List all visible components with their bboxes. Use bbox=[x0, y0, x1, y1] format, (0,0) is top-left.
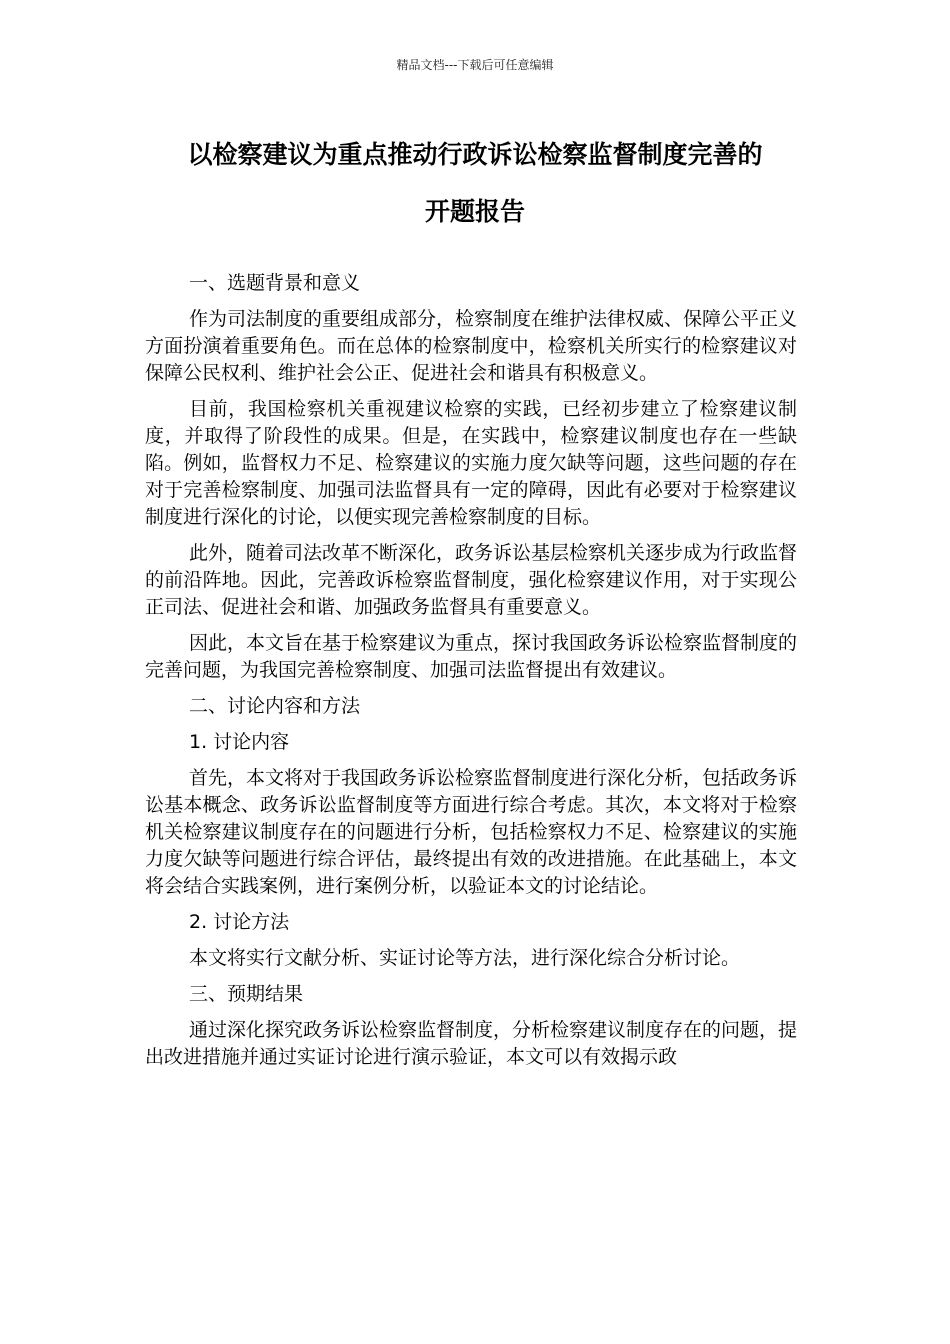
document-body bbox=[145, 270, 797, 1080]
paragraph: 目前，我国检察机关重视建议检察的实践，已经初步建立了检察建议制度，并取得了阶段性的成果。但是，在实践中，检察建议制度也存在一些缺陷。例如，监督权力不足、检察建议的实施力度欠缺等问题，这些问题的存在对于完善检察制度、加强司法监督具有一定的障碍，因此有必要对于检察建议制度进行深化的讨论，以便实现完善检察制度的目标。 bbox=[145, 398, 797, 528]
header-note: 精品文档---下载后可任意编辑 bbox=[396, 58, 554, 72]
document-title-line-1: 以检察建议为重点推动行政诉讼检察监督制度完善的 bbox=[187, 140, 763, 169]
paragraph: 通过深化探究政务诉讼检察监督制度，分析检察建议制度存在的问题，提出改进措施并通过实证讨论进行演示验证，本文可以有效揭示政 bbox=[145, 1019, 798, 1068]
paragraph: 作为司法制度的重要组成部分，检察制度在维护法律权威、保障公平正义方面扮演着重要角色。而在总体的检察制度中，检察机关所实行的检察建议对保障公民权利、维护社会公正、促进社会和谐具有积极意义。 bbox=[145, 308, 798, 384]
paragraph: 此外，随着司法改革不断深化，政务诉讼基层检察机关逐步成为行政监督的前沿阵地。因此，完善政诉检察监督制度，强化检察建议作用，对于实现公正司法、促进社会和谐、加强政务监督具有重要意义。 bbox=[145, 542, 798, 618]
subsection-heading-methods: 2. 讨论方法 bbox=[189, 911, 290, 933]
document-title-line-2: 开题报告 bbox=[424, 197, 525, 226]
section-heading-content-methods: 二、讨论内容和方法 bbox=[189, 695, 361, 717]
section-heading-expected-results: 三、预期结果 bbox=[189, 983, 304, 1005]
section-heading-background: 一、选题背景和意义 bbox=[189, 272, 361, 294]
subsection-heading-content: 1. 讨论内容 bbox=[189, 731, 290, 753]
paragraph: 首先，本文将对于我国政务诉讼检察监督制度进行深化分析，包括政务诉讼基本概念、政务诉讼监督制度等方面进行综合考虑。其次，本文将对于检察机关检察建议制度存在的问题进行分析，包括检察权力不足、检察建议的实施力度欠缺等问题进行综合评估，最终提出有效的改进措施。在此基础上，本文将会结合实践案例，进行案例分析，以验证本文的讨论结论。 bbox=[145, 767, 798, 897]
paragraph: 因此，本文旨在基于检察建议为重点，探讨我国政务诉讼检察监督制度的完善问题，为我国完善检察制度、加强司法监督提出有效建议。 bbox=[145, 632, 798, 681]
paragraph: 本文将实行文献分析、实证讨论等方法，进行深化综合分析讨论。 bbox=[189, 947, 741, 969]
